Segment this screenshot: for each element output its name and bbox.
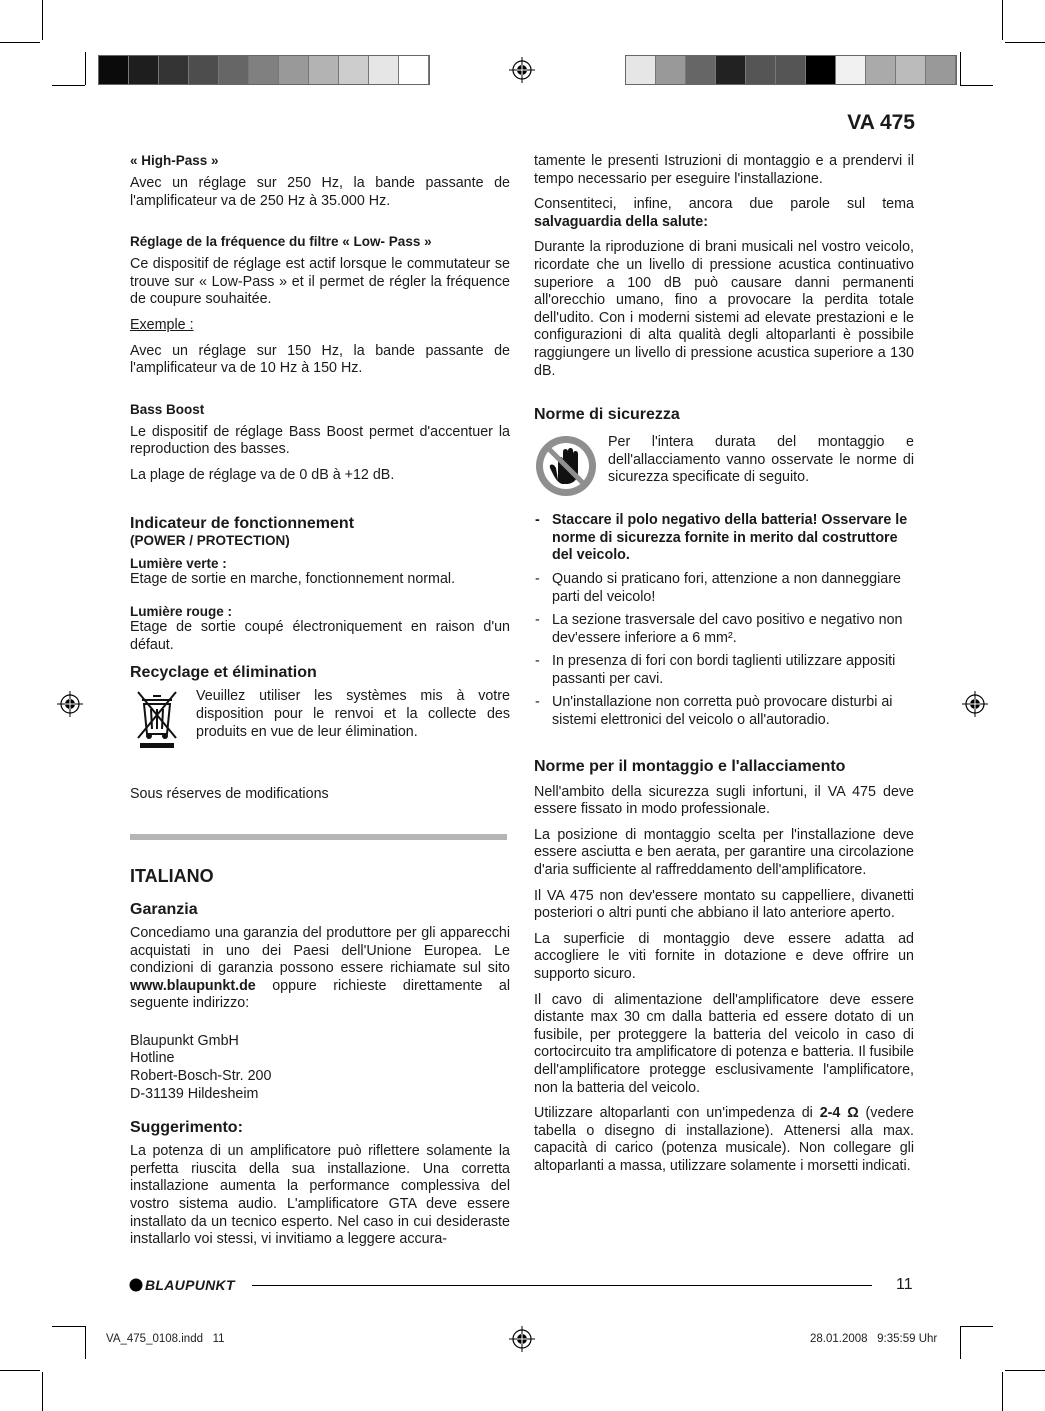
indicator-heading: Indicateur de fonctionnement (130, 514, 355, 532)
color-bar-right (625, 55, 957, 85)
crop-mark (960, 1326, 993, 1327)
safety-list (534, 512, 914, 730)
color-swatch (836, 56, 866, 84)
mounting-text: Il cavo di alimentazione dell'amplificatore deve essere distante max 30 cm dalla batteria ed essere dotato di un fusibile, per proteggere la batteria del veicolo in caso di cortocircuito tra amplificatore di potenza e batteria. Il fusibile dell'amplificatore protegge esclusivamente l'amplificatore, non la batteria del veicolo. (534, 991, 914, 1096)
example-label: Exemple : (130, 316, 194, 333)
color-swatch (746, 56, 776, 84)
red-light-label: Lumière rouge : (130, 604, 233, 620)
print-date: 28.01.2008 9:35:59 Uhr (810, 1333, 938, 1345)
section-divider (130, 834, 507, 840)
bass-boost-heading: Bass Boost (130, 401, 205, 417)
bass-boost-text: Le dispositif de réglage Bass Boost permet d'accentuer la reproduction des basses. (130, 423, 510, 458)
crop-mark (960, 52, 961, 85)
brand-logo (129, 1277, 235, 1293)
crop-mark (1005, 1370, 1045, 1371)
mounting-text: Utilizzare altoparlanti con un'impedenza di 2-4 Ω (vedere tabella o disegno di installazione). Attenersi alla max. capacità di carico (potenza musicale). Non collegare gli altoparlanti a massa, utilizzare solamente i morsetti indicati. (534, 1105, 915, 1174)
mounting-text: Nell'ambito della sicurezza sugli infortuni, il VA 475 deve essere fissato in modo professionale. (534, 783, 914, 818)
blaupunkt-dot-icon (129, 1278, 143, 1292)
list-item: - In presenza di fori con bordi taglienti utilizzare appositi passanti per cavi. (534, 653, 914, 688)
color-swatch (159, 56, 189, 84)
color-swatch (279, 56, 309, 84)
crop-mark (960, 1326, 961, 1359)
crop-mark (0, 1370, 40, 1371)
continued-text: tamente le presenti Istruzioni di montaggio e a prendervi il tempo necessario per eseguire l'installazione. (534, 153, 914, 187)
highpass-heading: « High-Pass » (130, 153, 219, 168)
address-line: Blaupunkt GmbH (130, 1032, 239, 1049)
bass-boost-range: La plage de réglage va de 0 dB à +12 dB. (130, 466, 395, 483)
stop-hand-icon (534, 434, 598, 498)
indicator-subheading: (POWER / PROTECTION) (130, 532, 290, 548)
crop-mark (85, 52, 86, 85)
right-column (534, 153, 914, 1184)
reserve-note: Sous réserves de modifications (130, 786, 329, 803)
color-swatch (129, 56, 159, 84)
address-line: Hotline (130, 1050, 175, 1067)
address-line: Robert-Bosch-Str. 200 (130, 1068, 272, 1085)
registration-mark-icon (962, 691, 988, 717)
color-swatch (626, 56, 656, 84)
safety-intro: Per l'intera durata del montaggio e dell'allacciamento vanno osservate le norme di sicurezza specificate di seguito. (608, 434, 914, 486)
color-swatch (686, 56, 716, 84)
color-swatch (896, 56, 926, 84)
color-swatch (776, 56, 806, 84)
color-swatch (309, 56, 339, 84)
mounting-text: La superficie di montaggio deve essere adatta ad accogliere le viti fornite in dotazione e deve offrire un supporto sicuro. (534, 930, 914, 982)
example-text: Avec un réglage sur 150 Hz, la bande passante de l'amplificateur va de 10 Hz à 150 Hz. (130, 342, 510, 377)
safety-heading: Norme di sicurezza (534, 406, 680, 424)
list-item: - La sezione trasversale del cavo positivo e negativo non dev'essere inferiore a 6 mm². (534, 612, 914, 647)
crop-mark (52, 1326, 85, 1327)
lowpass-text: Ce dispositif de réglage est actif lorsque le commutateur se trouve sur « Low-Pass » et il permet de régler la fréquence de coupure souhaitée. (130, 256, 510, 308)
crop-mark (42, 0, 43, 40)
color-swatch (219, 56, 249, 84)
garanzia-text: Concediamo una garanzia del produttore per gli apparecchi acquistati in uno dei Paesi dell'Unione Europea. Le condizioni di garanzia possono essere richiamate sul sito www.blaupunkt.de oppure richieste direttamente al seguente indirizzo: (130, 924, 510, 1012)
left-column (130, 153, 510, 1257)
health-text: Durante la riproduzione di brani musicali nel vostro veicolo, ricordate che un livello di pressione acustica continuativo superiore a 100 dB può causare danni permanenti all'orecchio umano, fino a provocare la perdita totale dell'udito. Con i moderni sistemi ad elevate prestazioni e le configurazioni di alta qualità degli altoparlanti è possibile raggiungere un livello di pressione acustica superiore a 130 dB. (534, 239, 914, 379)
brand-name: BLAUPUNKT (145, 1277, 235, 1293)
color-swatch (339, 56, 369, 84)
footer-rule (252, 1285, 872, 1286)
registration-mark-icon (57, 691, 83, 717)
crop-mark (0, 42, 40, 43)
red-light-text: Etage de sortie coupé électroniquement en raison d'un défaut. (130, 619, 510, 653)
suggerimento-text: La potenza di un amplificatore può riflettere solamente la perfetta riuscita della sua installazione. Una corretta installazione aumenta la performance complessiva del vostro sistema audio. L'amplificatore GTA deve essere installato da un tecnico esperto. Nel caso in cui desideraste installarlo voi stessi, vi invitiamo a leggere accura- (130, 1143, 510, 1248)
language-heading: ITALIANO (130, 865, 214, 886)
color-swatch (716, 56, 746, 84)
color-bar-left (98, 55, 430, 85)
lowpass-heading: Réglage de la fréquence du filtre « Low- Pass » (130, 234, 432, 250)
health-intro: Consentiteci, infine, ancora due parole sul tema salvaguardia della salute: (534, 196, 914, 230)
file-name: VA_475_0108.indd 11 (106, 1333, 225, 1345)
color-swatch (656, 56, 686, 84)
page-title: VA 475 (847, 111, 915, 134)
list-item: - Staccare il polo negativo della batteria! Osservare le norme di sicurezza fornite in merito dal costruttore del veicolo. (534, 512, 914, 565)
crop-mark (960, 85, 993, 86)
crop-mark (42, 1372, 43, 1411)
recycling-heading: Recyclage et élimination (130, 664, 317, 682)
page-number: 11 (896, 1276, 913, 1293)
website-link[interactable]: www.blaupunkt.de (130, 977, 256, 994)
crop-mark (1002, 0, 1003, 40)
crossed-bin-icon (130, 688, 184, 750)
color-swatch (866, 56, 896, 84)
suggerimento-heading: Suggerimento: (130, 1119, 243, 1137)
address-block (130, 1033, 510, 1103)
color-swatch (806, 56, 836, 84)
color-swatch (369, 56, 399, 84)
mounting-heading: Norme per il montaggio e l'allacciamento (534, 757, 846, 775)
color-swatch (99, 56, 129, 84)
green-light-label: Lumière verte : (130, 555, 227, 571)
color-swatch (926, 56, 956, 84)
garanzia-heading: Garanzia (130, 900, 198, 918)
crop-mark (1002, 1372, 1003, 1411)
color-swatch (249, 56, 279, 84)
highpass-text: Avec un réglage sur 250 Hz, la bande passante de l'amplificateur va de 250 Hz à 35.000 Hz. (130, 175, 510, 209)
list-item: - Quando si praticano fori, attenzione a non danneggiare parti del veicolo! (534, 571, 914, 606)
mounting-text: Il VA 475 non dev'essere montato su cappelliere, divanetti posteriori o altri punti che abbiano il lato anteriore aperto. (534, 887, 914, 922)
address-line: D-31139 Hildesheim (130, 1085, 259, 1102)
list-item: - Un'installazione non corretta può provocare disturbi ai sistemi elettronici del veicolo o all'autoradio. (534, 694, 914, 729)
recycling-text: Veuillez utiliser les systèmes mis à votre disposition pour le renvoi et la collecte des produits en vue de leur élimination. (196, 688, 510, 740)
mounting-text: La posizione di montaggio scelta per l'installazione deve essere asciutta e ben aerata, per garantire una circolazione d'aria sufficiente al raffreddamento dell'amplificatore. (534, 826, 914, 879)
color-swatch (399, 56, 429, 84)
crop-mark (1005, 42, 1045, 43)
registration-mark-icon (509, 57, 535, 83)
green-light-text: Etage de sortie en marche, fonctionnement normal. (130, 570, 456, 587)
crop-mark (52, 85, 85, 86)
registration-mark-icon (509, 1326, 535, 1352)
color-swatch (189, 56, 219, 84)
crop-mark (85, 1326, 86, 1359)
